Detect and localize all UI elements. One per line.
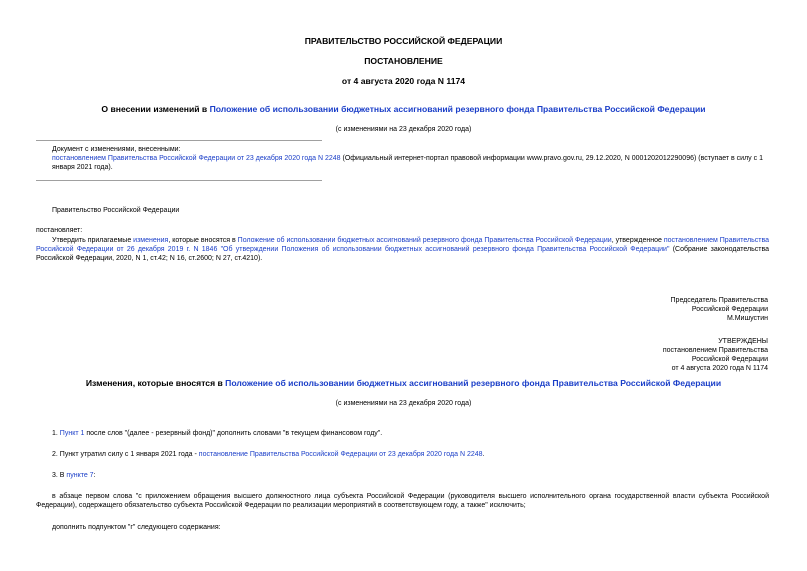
item-3-link[interactable]: пункте 7 [66, 472, 94, 479]
header-government: ПРАВИТЕЛЬСТВО РОССИЙСКОЙ ФЕДЕРАЦИИ [304, 36, 503, 46]
amendments-intro: Документ с изменениями, внесенными: [52, 146, 181, 153]
header-date-number: от 4 августа 2020 года N 1174 [341, 76, 466, 86]
title-prefix: О внесении изменений в [101, 104, 210, 114]
approved-line-1: УТВЕРЖДЕНЫ [718, 338, 768, 345]
divider-bottom [36, 180, 322, 181]
item-1-number: 1. [52, 430, 60, 437]
amendments-rest: (Официальный интернет-портал правовой информации www.pravo.gov.ru, 29.12.2020, N 0001202012290096) (вступает в силу с 1 января 2021 года). [52, 155, 763, 171]
p1-text-a: Утвердить прилагаемые [52, 237, 134, 244]
p1-link-decree[interactable]: постановлением Правительства Российской Федерации от 26 декабря 2019 г. N 1846 "Об утверждении Положения об использовании бюджетных ассигнований резервного фонда Правительства Российской Федерации" [36, 237, 769, 253]
p1-link-regulation[interactable]: Положение об использовании бюджетных ассигнований резервного фонда Правительства Российской Федерации [237, 237, 612, 244]
approved-block [500, 337, 768, 373]
signature-block [500, 296, 768, 323]
signature-line-2: Российской Федерации [691, 306, 768, 313]
item-1-text: после слов "(далее - резервный фонд)" дополнить словами "в текущем финансовом году". [84, 430, 383, 437]
changes-title [0, 378, 807, 389]
signature-line-1: Председатель Правительства [670, 297, 768, 304]
p1-text-d: (Собрание законодательства Российской Федерации, 2020, N 1, ст.42; N 16, ст.2600; N 27, ст.4210). [36, 246, 769, 262]
revision-note: (с изменениями на 23 декабря 2020 года) [335, 126, 472, 133]
item-1 [52, 429, 768, 438]
decides-line: постановляет: [36, 227, 83, 234]
approved-line-4: от 4 августа 2020 года N 1174 [671, 365, 768, 372]
gov-line: Правительство Российской Федерации [52, 207, 180, 214]
item-3-paragraph: в абзаце первом слова "с приложением обращения высшего должностного лица субъекта Российской Федерации (руководителя высшего исполнительного органа государственной власти субъекта Российской Федерации), содержащего обязательство субъекта Российской Федерации по реализации мероприятий в соответствующем году, а также" исключить; [36, 493, 769, 509]
amendments-link[interactable]: постановлением Правительства Российской Федерации от 23 декабря 2020 года N 2248 [52, 155, 341, 162]
divider-top [36, 140, 322, 141]
changes-title-link[interactable]: Положение об использовании бюджетных ассигнований резервного фонда Правительства Российской Федерации [225, 378, 722, 388]
p1-link-changes[interactable]: изменения [133, 237, 169, 244]
header-doc-type: ПОСТАНОВЛЕНИЕ [364, 56, 443, 66]
amendments-text [52, 154, 772, 172]
item-3-end: : [93, 472, 96, 479]
item-3-add-subpoint: дополнить подпунктом "г" следующего содержания: [52, 524, 221, 531]
item-1-link[interactable]: Пункт 1 [59, 430, 85, 437]
changes-revision-note: (с изменениями на 23 декабря 2020 года) [335, 400, 472, 407]
item-3-number: 3. В [52, 472, 67, 479]
item-2-link[interactable]: постановление Правительства Российской Федерации от 23 декабря 2020 года N 2248 [198, 451, 483, 458]
paragraph-approve [36, 236, 769, 263]
item-2-text: 2. Пункт утратил силу с 1 января 2021 года - [52, 451, 199, 458]
document-title [0, 104, 807, 115]
title-link[interactable]: Положение об использовании бюджетных ассигнований резервного фонда Правительства Российской Федерации [209, 104, 706, 114]
item-2-end: . [482, 451, 485, 458]
approved-line-2: постановлением Правительства [662, 347, 768, 354]
approved-line-3: Российской Федерации [691, 356, 768, 363]
p1-text-b: , которые вносятся в [168, 237, 238, 244]
signature-line-3: М.Мишустин [726, 315, 768, 322]
p1-text-c: , утвержденное [611, 237, 664, 244]
item-3 [52, 471, 768, 480]
changes-title-prefix: Изменения, которые вносятся в [85, 378, 226, 388]
amendments-box [52, 145, 772, 172]
item-2 [52, 450, 768, 459]
